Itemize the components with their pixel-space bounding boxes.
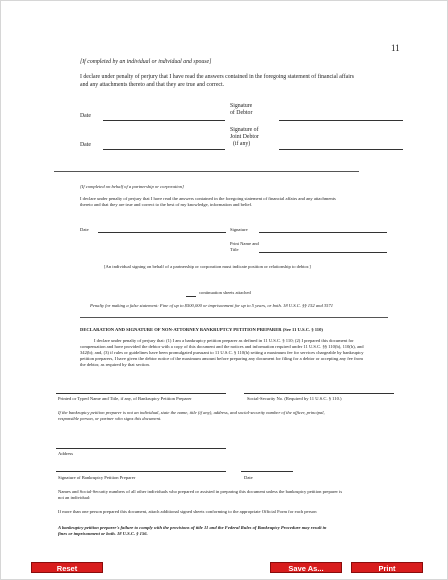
- partnership-declaration-line2: thereto and that they are true and correct to the best of my knowledge, information and belief.: [80, 202, 253, 207]
- preparer-date-label: Date: [244, 475, 253, 480]
- date-label: Date: [80, 142, 91, 148]
- date-label: Date: [80, 227, 89, 232]
- address-label: Address: [58, 451, 74, 456]
- date-field-line[interactable]: [103, 149, 225, 150]
- date-field-line[interactable]: [98, 232, 226, 233]
- signature-joint-label: Joint Debtor: [230, 134, 259, 140]
- print-name-line[interactable]: [259, 252, 387, 253]
- preparer-paragraph-line: the debtor, as required by that section.: [80, 362, 150, 367]
- partnership-note: [An individual signing on behalf of a partnership or corporation must indicate position or relationship to debtor.]: [104, 264, 311, 269]
- signature-debtor-line[interactable]: [279, 120, 403, 121]
- penalty-text: Penalty for making a false statement: Fine of up to $500,000 or imprisonment for up to 5 years, or both. 18 U.S.C. §§ 152 and 3571: [90, 303, 334, 308]
- signature-joint-label: Signature of: [230, 127, 259, 133]
- section-divider: [54, 171, 359, 172]
- if-not-individual-line: If the bankruptcy petition preparer is not an individual, state the name, title (if any), address, and social-security number of the officer, principal,: [58, 410, 325, 415]
- save-as-button[interactable]: Save As...: [270, 562, 342, 573]
- signature-debtor-label: of Debtor: [230, 110, 253, 116]
- print-name-label: Title: [230, 247, 239, 252]
- printed-name-label: Printed or Typed Name and Title, if any, of Bankruptcy Petition Preparer: [58, 396, 192, 401]
- names-ssn-line: Names and Social-Security numbers of all other individuals who prepared or assisted in preparing this document unless the bankruptcy petition preparer is: [58, 489, 343, 494]
- names-ssn-line: not an individual:: [58, 495, 91, 500]
- continuation-sheets: continuation sheets attached: [199, 290, 251, 295]
- warning-line: fines or imprisonment or both. 18 U.S.C. § 156.: [58, 531, 148, 536]
- ssn-label: Social-Security No. (Required by 11 U.S.C. § 110.): [247, 396, 342, 401]
- partnership-declaration-line1: I declare under penalty of perjury that I have read the answers contained in the foregoing statement of financial affairs and any attachments: [80, 196, 336, 201]
- if-not-individual-line: responsible person, or partner who signs this document.: [58, 416, 162, 421]
- signature-label: Signature: [230, 227, 248, 232]
- reset-button[interactable]: Reset: [31, 562, 103, 573]
- date-label: Date: [80, 113, 91, 119]
- preparer-signature-label: Signature of Bankruptcy Petition Preparer: [58, 475, 136, 480]
- continuation-count-line[interactable]: [186, 296, 196, 297]
- preparer-paragraph-line: compensation and have provided the debtor with a copy of this document and the notices and information required under 11 U.S.C. §§ 110(b), 110(h), and: [80, 344, 364, 349]
- more-than-one-text: If more than one person prepared this document, attach additional signed sheets conforming to the appropriate Official Form for each person: [58, 509, 317, 514]
- signature-joint-line[interactable]: [279, 149, 403, 150]
- print-button[interactable]: Print: [351, 562, 423, 573]
- preparer-paragraph-line: petition preparers, I have given the debtor notice of the maximum amount before preparing any document for filing for a debtor or accepting any fee from: [80, 356, 363, 361]
- section-divider: [80, 317, 388, 318]
- preparer-date-line[interactable]: [241, 471, 293, 472]
- preparer-paragraph-line: 342(b); and, (3) if rules or guidelines have been promulgated pursuant to 11 U.S.C. § 110(h) setting a maximum fee for services chargeable by bankruptcy: [80, 350, 364, 355]
- page-number: 11: [391, 43, 400, 53]
- ssn-line[interactable]: [244, 393, 394, 394]
- signature-debtor-label: Signature: [230, 103, 253, 109]
- signature-line[interactable]: [259, 232, 387, 233]
- partnership-heading: [If completed on behalf of a partnership or corporation]: [80, 184, 184, 189]
- printed-name-line[interactable]: [56, 393, 226, 394]
- individual-heading: [If completed by an individual or individual and spouse]: [80, 59, 212, 65]
- print-name-label: Print Name and: [230, 241, 259, 246]
- preparer-title: DECLARATION AND SIGNATURE OF NON-ATTORNEY BANKRUPTCY PETITION PREPARER (See 11 U.S.C. § 110): [80, 327, 323, 332]
- address-line[interactable]: [56, 448, 226, 449]
- individual-declaration-line1: I declare under penalty of perjury that I have read the answers contained in the foregoing statement of financial affairs: [80, 74, 355, 80]
- warning-line: A bankruptcy petition preparer's failure to comply with the provisions of title 11 and the Federal Rules of Bankruptcy Procedure may result in: [58, 525, 327, 530]
- date-field-line[interactable]: [103, 120, 225, 121]
- preparer-signature-line[interactable]: [56, 471, 226, 472]
- individual-declaration-line2: and any attachments thereto and that they are true and correct.: [80, 82, 225, 88]
- signature-joint-label: (if any): [233, 141, 251, 147]
- preparer-paragraph-line: I declare under penalty of perjury that: (1) I am a bankruptcy petition preparer as defined in 11 U.S.C. § 110; (2) I prepared this document for: [94, 338, 354, 343]
